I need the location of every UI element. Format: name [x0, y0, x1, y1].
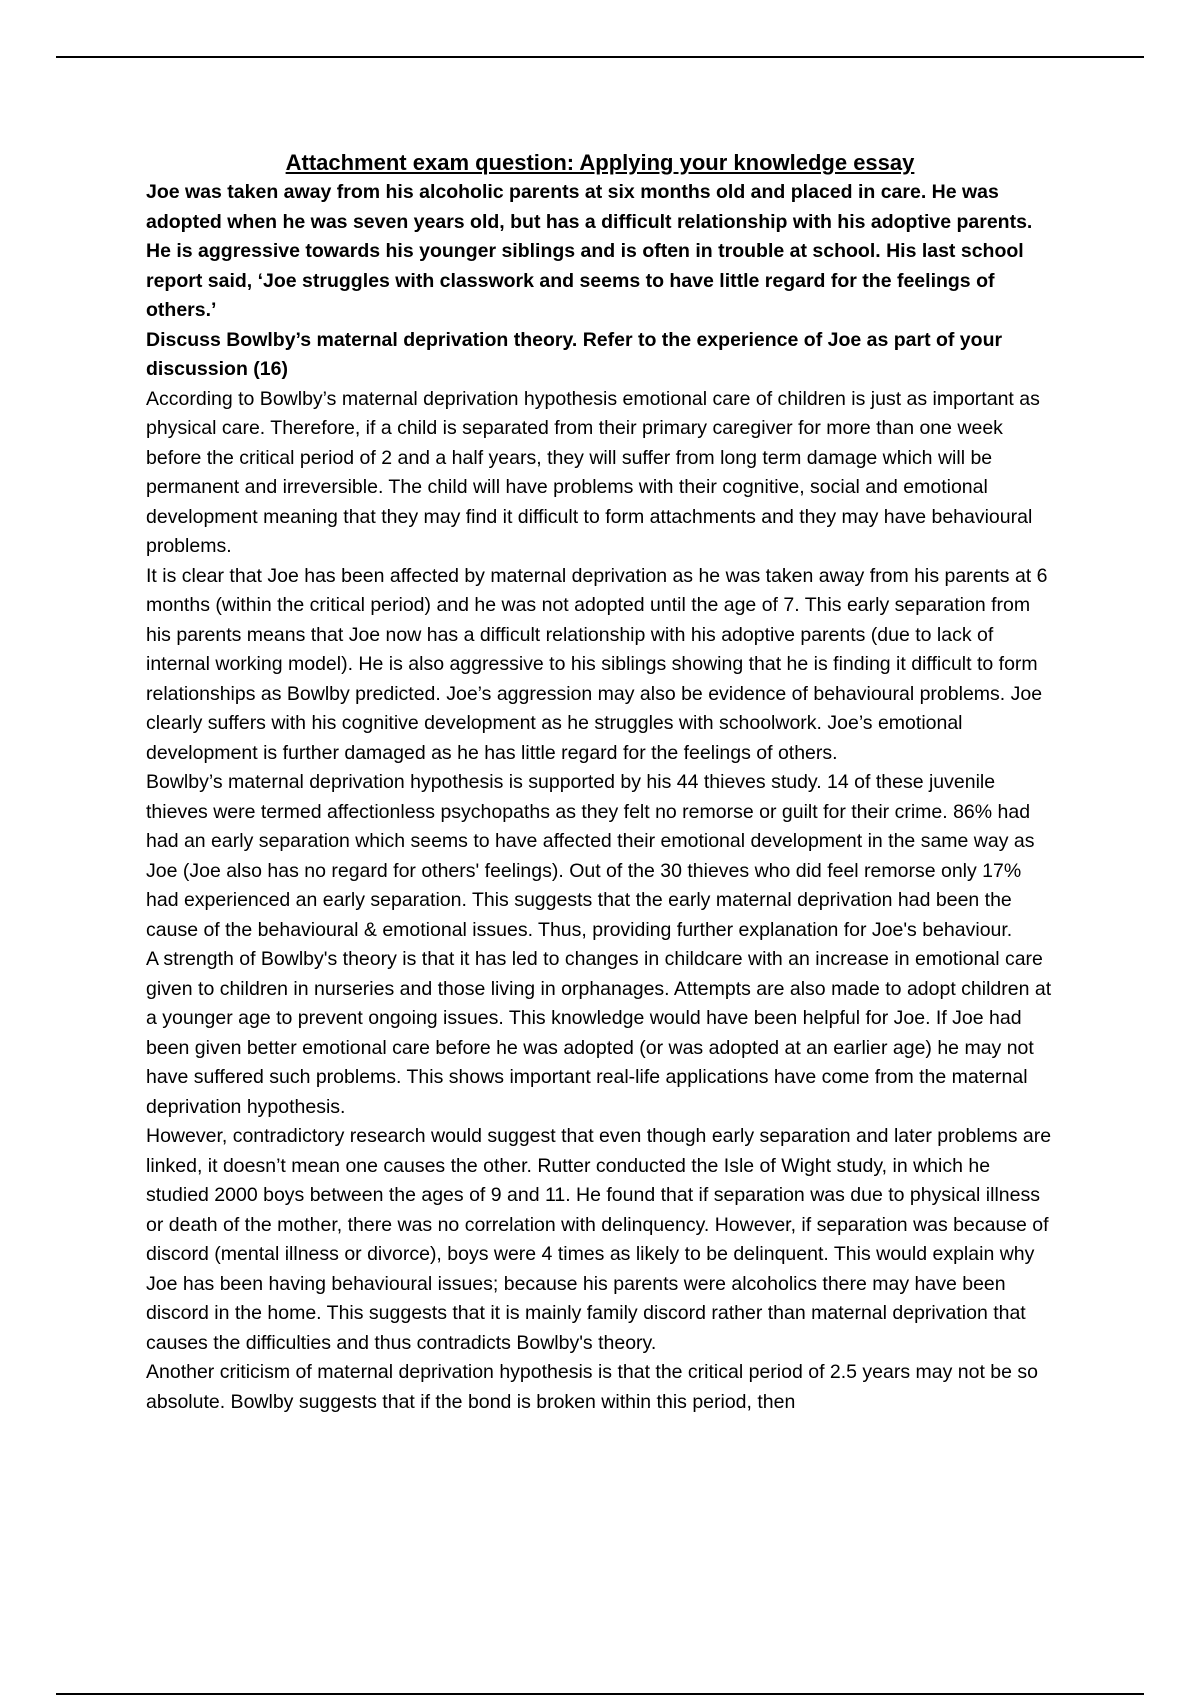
question-text: Discuss Bowlby’s maternal deprivation theory. Refer to the experience of Joe as part of your discussion (16)	[146, 328, 1003, 380]
document-body	[146, 148, 1054, 1417]
bottom-rule	[56, 1693, 1144, 1695]
essay-paragraph: However, contradictory research would suggest that even though early separation and later problems are linked, it doesn’t mean one causes the other. Rutter conducted the Isle of Wight study, in which he studied 2000 boys between the ages of 9 and 11. He found that if separation was due to physical illness or death of the mother, there was no correlation with delinquency. However, if separation was because of discord (mental illness or divorce), boys were 4 times as likely to be delinquent. This would explain why Joe has been having behavioural issues; because his parents were alcoholics there may have been discord in the home. This suggests that it is mainly family discord rather than maternal deprivation that causes the difficulties and thus contradicts Bowlby's theory.	[146, 1125, 1052, 1354]
top-rule	[56, 56, 1144, 58]
essay-paragraph: Bowlby’s maternal deprivation hypothesis is supported by his 44 thieves study. 14 of these juvenile thieves were termed affectionless psychopaths as they felt no remorse or guilt for their crime. 86% had had an early separation which seems to have affected their emotional development in the same way as Joe (Joe also has no regard for others' feelings). Out of the 30 thieves who did feel remorse only 17% had experienced an early separation. This suggests that the early maternal deprivation had been the cause of the behavioural & emotional issues. Thus, providing further explanation for Joe's behaviour.	[146, 771, 1035, 941]
essay-paragraph: Another criticism of maternal deprivation hypothesis is that the critical period of 2.5 years may not be so absolute. Bowlby suggests that if the bond is broken within this period, then	[146, 1361, 1039, 1413]
essay-paragraph: It is clear that Joe has been affected by maternal deprivation as he was taken away from his parents at 6 months (within the critical period) and he was not adopted until the age of 7. This early separation from his parents means that Joe now has a difficult relationship with his adoptive parents (due to lack of internal working model). He is also aggressive to his siblings showing that he is finding it difficult to form relationships as Bowlby predicted. Joe’s aggression may also be evidence of behavioural problems. Joe clearly suffers with his cognitive development as he struggles with schoolwork. Joe’s emotional development is further damaged as he has little regard for the feelings of others.	[146, 564, 1048, 764]
scenario-text: Joe was taken away from his alcoholic parents at six months old and placed in care. He was adopted when he was seven years old, but has a difficult relationship with his adoptive parents. He is aggressive towards his younger siblings and is often in trouble at school. His last school report said, ‘Joe struggles with classwork and seems to have little regard for the feelings of others.’	[146, 181, 1033, 321]
document-title: Attachment exam question: Applying your knowledge essay	[285, 150, 915, 175]
essay-paragraph: According to Bowlby’s maternal deprivation hypothesis emotional care of children is just as important as physical care. Therefore, if a child is separated from their primary caregiver for more than one week before the critical period of 2 and a half years, they will suffer from long term damage which will be permanent and irreversible. The child will have problems with their cognitive, social and emotional development meaning that they may find it difficult to form attachments and they may have behavioural problems.	[146, 387, 1040, 557]
essay-paragraph: A strength of Bowlby's theory is that it has led to changes in childcare with an increase in emotional care given to children in nurseries and those living in orphanages. Attempts are also made to adopt children at a younger age to prevent ongoing issues. This knowledge would have been helpful for Joe. If Joe had been given better emotional care before he was adopted (or was adopted at an earlier age) he may not have suffered such problems. This shows important real-life applications have come from the maternal deprivation hypothesis.	[146, 948, 1052, 1118]
